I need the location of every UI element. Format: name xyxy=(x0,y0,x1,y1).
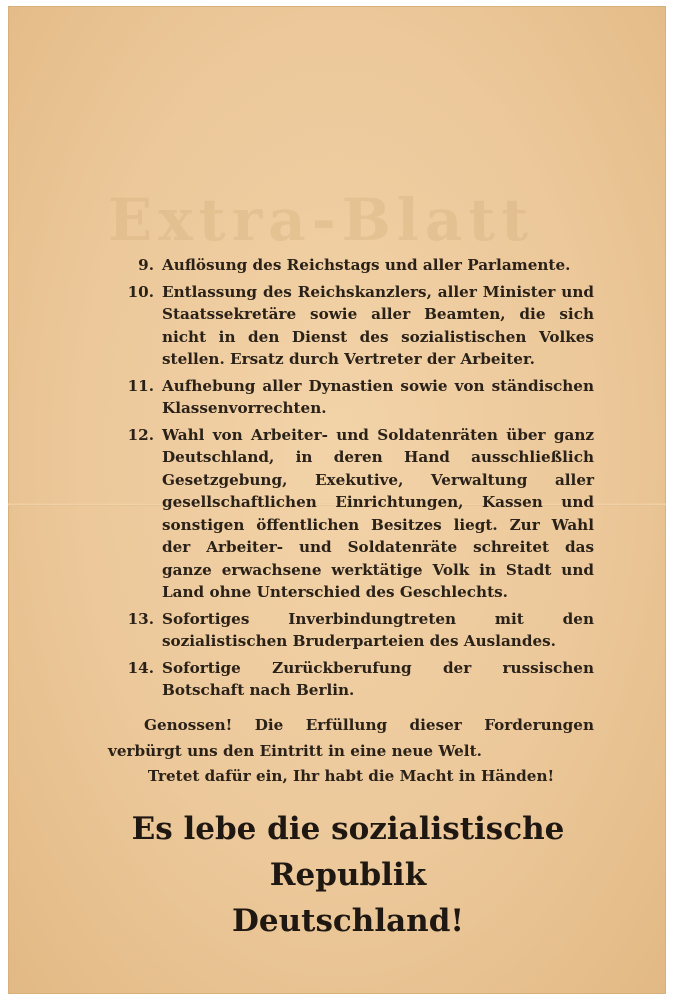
demand-item xyxy=(104,608,594,653)
demand-number: 11. xyxy=(127,376,154,395)
demand-item xyxy=(104,657,594,702)
demands-list xyxy=(104,254,594,706)
slogan-line-2: Deutschland! xyxy=(231,903,464,939)
demand-number: 14. xyxy=(127,658,154,677)
demand-text: Entlassung des Reichskanzlers, aller Minister und Staatssekretäre sowie aller Beamten, die sich nicht in den Dienst des sozialistischen Volkes stellen. Ersatz durch Vertreter der Arbeiter. xyxy=(162,282,594,368)
demand-item xyxy=(104,281,594,371)
demand-number: 13. xyxy=(127,609,154,628)
demand-text: Auflösung des Reichstags und aller Parlamente. xyxy=(162,256,571,274)
demand-number: 9. xyxy=(138,256,154,274)
demand-text: Wahl von Arbeiter- und Soldatenräten über ganz Deutschland, in deren Hand ausschließlich Gesetzgebung, Exekutive, Verwaltung aller gesellschaftlichen Einrichtungen, Kassen und sonstigen öffentlichen Besitzes liegt. Zur Wahl der Arbeiter- und Soldatenräte schreitet das ganze erwachsene werktätige Volk in Stadt und Land ohne Unterschied des Geschlechts. xyxy=(162,425,594,601)
slogan xyxy=(68,806,628,944)
demand-text: Sofortige Zurückberufung der russischen Botschaft nach Berlin. xyxy=(162,658,594,699)
closing-call-to-action: Tretet dafür ein, Ihr habt die Macht in Händen! xyxy=(147,767,555,785)
demand-item xyxy=(104,254,594,277)
demand-item xyxy=(104,424,594,604)
demand-number: 10. xyxy=(127,282,154,301)
demand-number: 12. xyxy=(127,425,154,444)
slogan-line-1: Es lebe die sozialistische Republik xyxy=(131,811,565,893)
closing-appeal: Genossen! Die Erfüllung dieser Forderungen verbürgt uns den Eintritt in eine neue Welt. xyxy=(108,716,594,760)
demand-item xyxy=(104,375,594,420)
bleed-through-headline: Extra-Blatt xyxy=(108,186,535,254)
leaflet-page xyxy=(8,6,666,994)
demand-text: Sofortiges Inverbindungtreten mit den sozialistischen Bruderparteien des Auslandes. xyxy=(162,609,594,650)
demand-text: Aufhebung aller Dynastien sowie von ständischen Klassenvorrechten. xyxy=(162,376,594,417)
